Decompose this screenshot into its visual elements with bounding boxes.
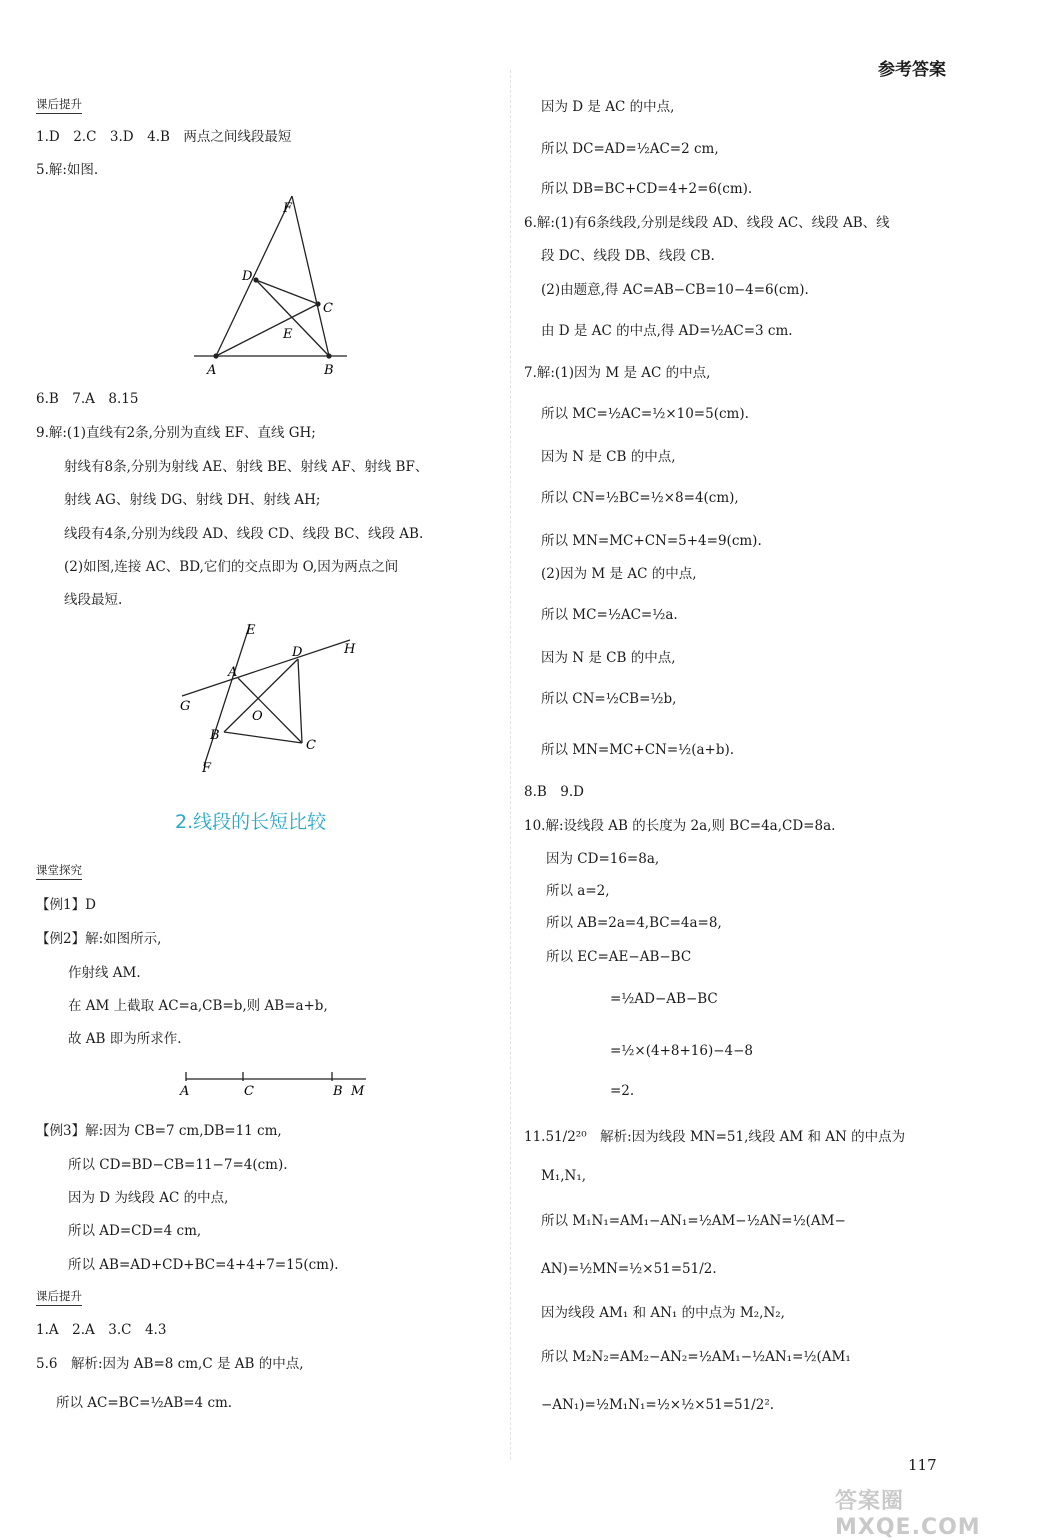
example-line: 因为 D 为线段 AC 的中点, (68, 1190, 229, 1206)
answer-line: 6.B 7.A 8.15 (36, 391, 139, 407)
example-line: 所以 CD=BD−CB=11−7=4(cm). (68, 1157, 288, 1173)
point-label-A: A (180, 1084, 190, 1099)
section-label-after-class-2: 课后提升 (36, 1288, 82, 1306)
answer-line: 因为线段 AM₁ 和 AN₁ 的中点为 M₂,N₂, (541, 1305, 785, 1321)
answer-line: 11.51/2²⁰ 解析:因为线段 MN=51,线段 AM 和 AN 的中点为 (524, 1129, 906, 1145)
point-label-C: C (244, 1084, 254, 1099)
example-line: 所以 AD=CD=4 cm, (68, 1223, 202, 1239)
answer-line: 因为 N 是 CB 的中点, (541, 449, 676, 465)
answer-line: 射线有8条,分别为射线 AE、射线 BE、射线 AF、射线 BF、 (64, 459, 429, 475)
answer-line: 所以 MC=½AC=½×10=5(cm). (541, 406, 749, 422)
point-label-H: H (344, 642, 356, 657)
example-line: 【例3】解:因为 CB=7 cm,DB=11 cm, (36, 1123, 282, 1139)
example-line: 所以 AB=AD+CD+BC=4+4+7=15(cm). (68, 1257, 339, 1273)
figure-triangle (190, 188, 360, 380)
example-line: 故 AB 即为所求作. (68, 1031, 182, 1047)
example-line: 【例1】D (36, 897, 96, 913)
point-label-D: D (292, 645, 303, 660)
answer-line: 5.6 解析:因为 AB=8 cm,C 是 AB 的中点, (36, 1356, 304, 1372)
answer-line: 段 DC、线段 DB、线段 CB. (541, 248, 715, 264)
answer-line: 因为 CD=16=8a, (546, 851, 660, 867)
section-label-after-class: 课后提升 (36, 96, 82, 114)
point-label-O: O (252, 709, 263, 724)
answer-line: 所以 M₁N₁=AM₁−AN₁=½AM−½AN=½(AM− (541, 1213, 846, 1229)
point-label-B: B (333, 1084, 343, 1099)
answer-line: 10.解:设线段 AB 的长度为 2a,则 BC=4a,CD=8a. (524, 818, 836, 834)
example-line: 在 AM 上截取 AC=a,CB=b,则 AB=a+b, (68, 998, 328, 1014)
point-label-M: M (351, 1084, 365, 1099)
answer-line: 所以 MC=½AC=½a. (541, 607, 678, 623)
answer-line: 因为 D 是 AC 的中点, (541, 99, 675, 115)
point-label-F: F (283, 201, 293, 216)
answer-line: (2)如图,连接 AC、BD,它们的交点即为 O,因为两点之间 (64, 559, 399, 575)
answer-line: 所以 a=2, (546, 883, 610, 899)
answer-line: 1.D 2.C 3.D 4.B 两点之间线段最短 (36, 129, 292, 145)
point-label-A: A (207, 363, 217, 378)
answer-line: =½×(4+8+16)−4−8 (610, 1043, 754, 1059)
answer-line: 8.B 9.D (524, 784, 585, 800)
answer-line: 9.解:(1)直线有2条,分别为直线 EF、直线 GH; (36, 425, 316, 441)
answer-line: 所以 M₂N₂=AM₂−AN₂=½AM₁−½AN₁=½(AM₁ (541, 1349, 851, 1365)
watermark-logo: 答案圈 MXQE.COM (835, 1489, 981, 1540)
answer-line: 1.A 2.A 3.C 4.3 (36, 1322, 167, 1338)
point-label-D: D (242, 269, 253, 284)
answer-line: (2)因为 M 是 AC 的中点, (541, 566, 697, 582)
example-line: 作射线 AM. (68, 965, 141, 981)
answer-line: 所以 CN=½CB=½b, (541, 691, 677, 707)
answer-line: 5.解:如图. (36, 162, 99, 178)
answer-line: =2. (610, 1083, 635, 1099)
answer-line: =½AD−AB−BC (610, 991, 718, 1007)
point-label-B: B (210, 728, 220, 743)
answer-line: 所以 AB=2a=4,BC=4a=8, (546, 915, 722, 931)
answer-line: 线段最短. (64, 592, 123, 608)
answer-line: (2)由题意,得 AC=AB−CB=10−4=6(cm). (541, 282, 809, 298)
point-label-E: E (283, 327, 293, 342)
point-label-G: G (180, 699, 191, 714)
answer-line: 6.解:(1)有6条线段,分别是线段 AD、线段 AC、线段 AB、线 (524, 215, 890, 231)
point-label-E: E (246, 623, 256, 638)
point-label-A: A (228, 665, 238, 680)
answer-line: 所以 DC=AD=½AC=2 cm, (541, 141, 719, 157)
header-title: 参考答案 (878, 60, 946, 80)
example-line: 【例2】解:如图所示, (36, 931, 162, 947)
answer-line: 所以 EC=AE−AB−BC (546, 949, 692, 965)
point-label-F: F (202, 761, 212, 776)
figure-quadrilateral (172, 616, 372, 776)
answer-line: 7.解:(1)因为 M 是 AC 的中点, (524, 365, 711, 381)
answer-line: 射线 AG、射线 DG、射线 DH、射线 AH; (64, 492, 321, 508)
answer-line: 所以 AC=BC=½AB=4 cm. (56, 1395, 233, 1411)
page-number: 117 (908, 1456, 937, 1474)
answer-line: 所以 CN=½BC=½×8=4(cm), (541, 490, 739, 506)
point-label-C: C (323, 301, 333, 316)
point-label-B: B (324, 363, 334, 378)
answer-line: M₁,N₁, (541, 1168, 587, 1184)
answer-line: 由 D 是 AC 的中点,得 AD=½AC=3 cm. (541, 323, 793, 339)
figure-ray (176, 1068, 376, 1100)
answer-line: 因为 N 是 CB 的中点, (541, 650, 676, 666)
answer-line: −AN₁)=½M₁N₁=½×½×51=51/2². (541, 1397, 775, 1413)
column-divider (510, 70, 511, 1460)
answer-line: AN)=½MN=½×51=51/2. (541, 1261, 717, 1277)
point-label-C: C (306, 738, 316, 753)
answer-line: 所以 DB=BC+CD=4+2=6(cm). (541, 181, 753, 197)
answer-line: 线段有4条,分别为线段 AD、线段 CD、线段 BC、线段 AB. (64, 526, 424, 542)
section-title: 2.线段的长短比较 (175, 811, 327, 833)
answer-line: 所以 MN=MC+CN=5+4=9(cm). (541, 533, 762, 549)
answer-line: 所以 MN=MC+CN=½(a+b). (541, 742, 735, 758)
section-label-class-explore: 课堂探究 (36, 862, 82, 880)
